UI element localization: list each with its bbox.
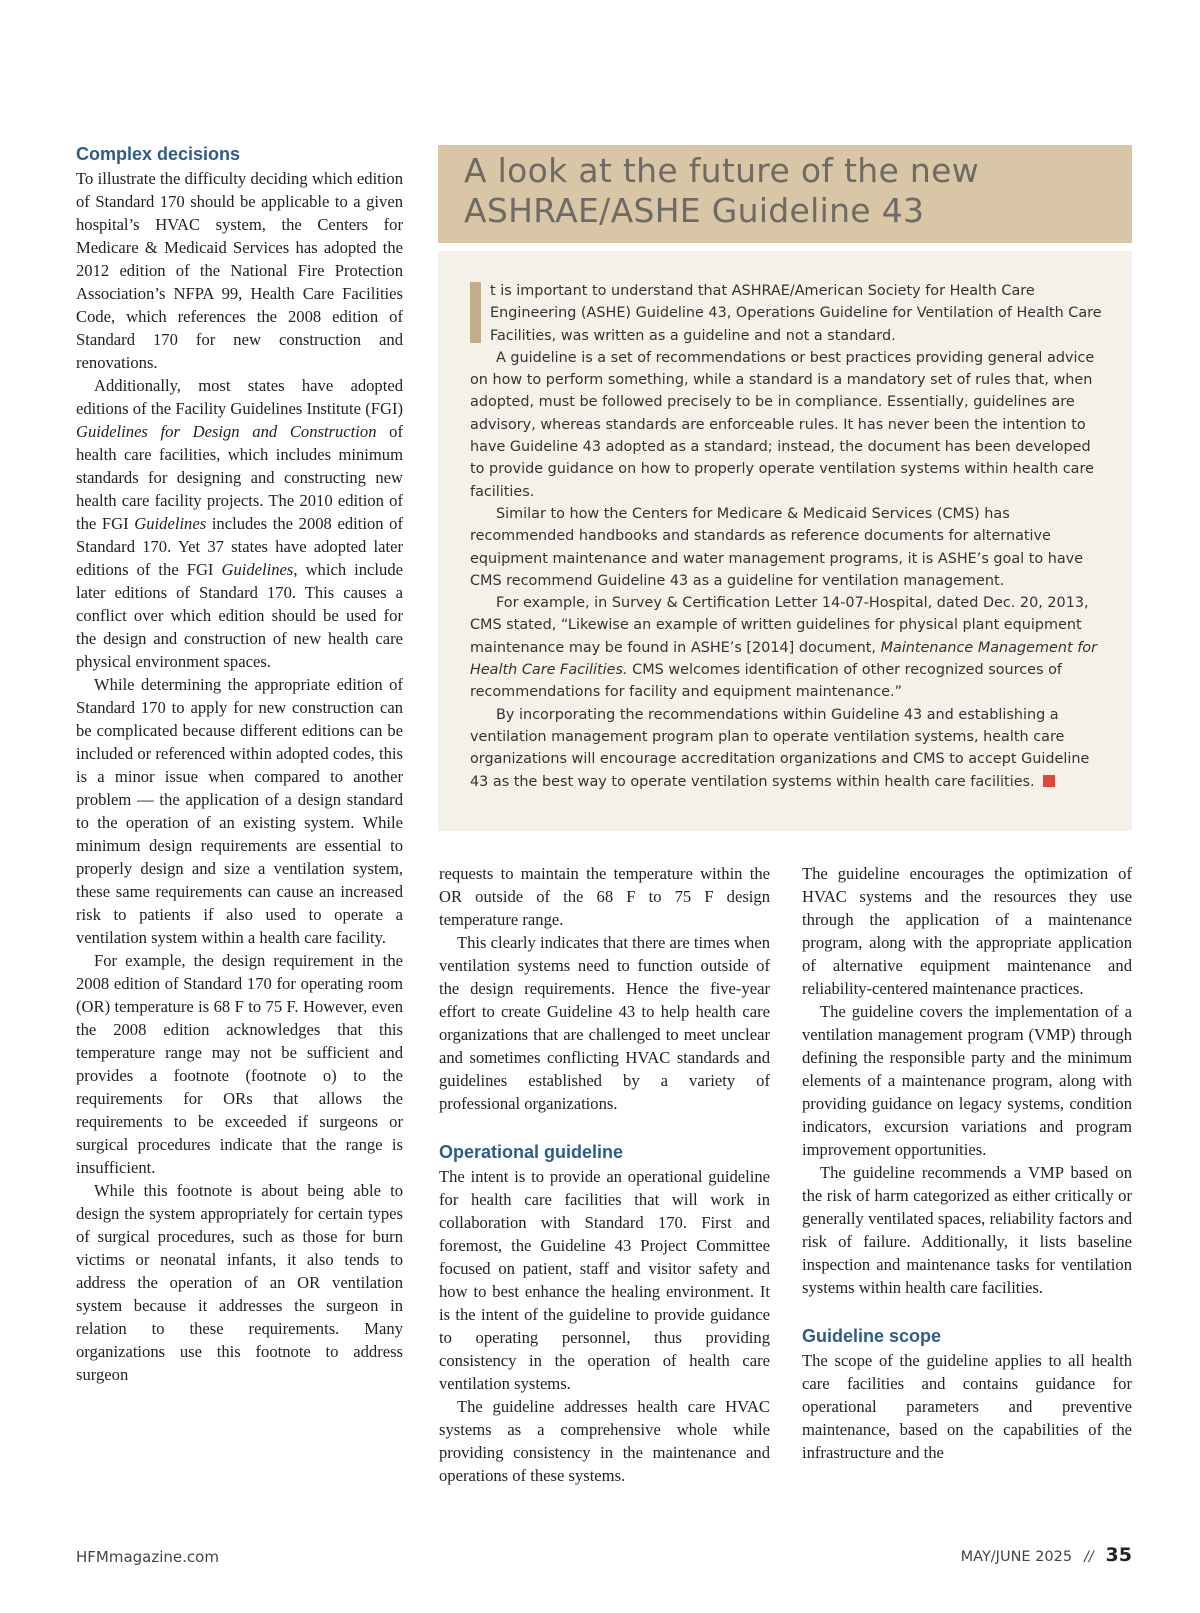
- sidebar-paragraph: A guideline is a set of recommendations or best practices providing general advice on how to perform something, while a standard is a mandatory set of rules that, when adopted, must be followed precisely to be in compliance. Essentially, guidelines are advisory, whereas standards are enforceable rules. It has never been the intention to have Guideline 43 adopted as a standard; instead, the document has been developed to provide guidance on how to properly operate ventilation systems within health care facilities.: [470, 349, 1095, 500]
- body-paragraph: The intent is to provide an operational guideline for health care facilities that will work in collaboration with Standard 170. First and foremost, the Guideline 43 Project Committee focused on patient, staff and visitor safety and how to best enhance the healing environment. It is the intent of the guideline to provide guidance to operating personnel, thus providing consistency in the operation of health care ventilation systems.: [439, 1167, 770, 1393]
- text-run: of health care facilities, which includes minimum standards for designing and constructing new health care facility projects. The 2010 edition of the FGI: [76, 422, 403, 533]
- page-number: 35: [1105, 1544, 1132, 1566]
- sidebar-paragraph-letter: [470, 592, 1102, 703]
- italic-title: Maintenance Management for Health Care Facilities.: [470, 639, 1097, 679]
- sidebar-paragraph-lead: [470, 280, 1102, 347]
- body-paragraph: The guideline addresses health care HVAC systems as a comprehensive whole while providing consistency in the maintenance and operations of these systems.: [439, 1397, 770, 1485]
- middle-column: [439, 862, 770, 1487]
- body-paragraph: The scope of the guideline applies to all health care facilities and contains guidance for operational parameters and preventive maintenance, based on the capabilities of the infrastructure and the: [802, 1351, 1132, 1462]
- footer-issue-date: MAY/JUNE 2025: [960, 1549, 1073, 1565]
- footer-site-link[interactable]: HFMmagazine.com: [76, 1548, 219, 1566]
- body-paragraph-continued: requests to maintain the temperature within the OR outside of the 68 F to 75 F design temperature range.: [439, 864, 770, 929]
- sidebar-paragraph-last: [470, 704, 1102, 793]
- body-paragraph: To illustrate the difficulty deciding which edition of Standard 170 should be applicable to a given hospital’s HVAC system, the Centers for Medicare & Medicaid Services has adopted the 2012 edition of the National Fire Protection Association’s NFPA 99, Health Care Facilities Code, which references the 2008 edition of Standard 170 for new construction and renovations.: [76, 169, 403, 372]
- text-run: , which include later editions of Standard 170. This causes a conflict over which edition should be used for the design and construction of new health care physical environment spaces.: [76, 560, 403, 671]
- italic-title: Guidelines for Design and Construction: [76, 422, 377, 441]
- sidebar-header: [438, 145, 1132, 243]
- footer-folio: [961, 1544, 1132, 1566]
- right-column: [802, 862, 1132, 1464]
- section-heading-guideline-scope: Guideline scope: [802, 1326, 942, 1346]
- left-column: [76, 143, 403, 1386]
- text-run: includes the 2008 edition of Standard 170. Yet 37 states have adopted later editions of the FGI: [76, 514, 403, 579]
- footer-separator: //: [1084, 1549, 1094, 1565]
- text-run: By incorporating the recommendations within Guideline 43 and establishing a ventilation management program plan to operate ventilation systems, health care organizations will encourage accreditation organizations and CMS to accept Guideline 43 as the best way to operate ventilation systems within health care facilities.: [470, 706, 1090, 790]
- italic-title: Guidelines: [134, 514, 207, 533]
- body-paragraph: This clearly indicates that there are times when ventilation systems need to function outside of the design requirements. Hence the five-year effort to create Guideline 43 to help health care organizations that are challenged to meet unclear and sometimes conflicting HVAC standards and guidelines established by a variety of professional organizations.: [439, 933, 770, 1113]
- section-heading-complex-decisions: Complex decisions: [76, 144, 241, 164]
- body-paragraph: The guideline encourages the optimization of HVAC systems and the resources they use through the application of a maintenance program, along with the appropriate application of alternative equipment maintenance and reliability-centered maintenance practices.: [802, 864, 1132, 998]
- body-paragraph: The guideline recommends a VMP based on the risk of harm categorized as either critically or generally ventilated spaces, reliability factors and risk of failure. Additionally, it lists baseline inspection and maintenance tasks for ventilation systems within health care facilities.: [802, 1163, 1132, 1297]
- text-run: For example, in Survey & Certification Letter 14-07-Hospital, dated Dec. 20, 2013, CMS stated, “Likewise an example of written guidelines for physical plant equipment maintenance may be found in ASHE’s [2014] document,: [470, 595, 1089, 656]
- body-paragraph: For example, the design requirement in the 2008 edition of Standard 170 for operating room (OR) temperature is 68 F to 75 F. However, even the 2008 edition acknowledges that this temperature range may not be sufficient and provides a footnote (footnote o) to the requirements for ORs that allows the requirements to be exceeded if surgeons or surgical procedures indicate that the range is insufficient.: [76, 951, 403, 1177]
- drop-cap-bar: [470, 282, 481, 343]
- text-run: CMS welcomes identification of other recognized sources of recommendations for facility and equipment maintenance.”: [470, 662, 1062, 701]
- text-run: Additionally, most states have adopted editions of the Facility Guidelines Institute (FGI): [76, 376, 403, 418]
- body-paragraph: The guideline covers the implementation of a ventilation management program (VMP) through defining the responsible party and the minimum elements of a maintenance program, along with providing guidance on legacy systems, condition indicators, excursion variations and program improvement opportunities.: [802, 1002, 1132, 1159]
- body-paragraph: While determining the appropriate edition of Standard 170 to apply for new construction can be complicated because different editions can be included or referenced within adopted codes, this is a minor issue when compared to another problem — the application of a design standard to the operation of an existing system. While minimum design requirements are essential to properly design and size a ventilation system, these same requirements can cause an increased risk to patients if also used to operate a ventilation system within a health care facility.: [76, 675, 403, 947]
- sidebar-body: [438, 251, 1132, 831]
- body-paragraph-fgi: [76, 374, 403, 673]
- italic-title: Guidelines: [221, 560, 294, 579]
- body-paragraph: While this footnote is about being able to design the system appropriately for certain types of surgical procedures, such as those for burn victims or neonatal infants, it also tends to address the operation of an OR ventilation system because it addresses the surgeon in relation to these requirements. Many organizations use this footnote to address surgeon: [76, 1181, 403, 1384]
- sidebar-title: A look at the future of the new ASHRAE/ASHE Guideline 43: [464, 151, 979, 230]
- sidebar-paragraph: Similar to how the Centers for Medicare & Medicaid Services (CMS) has recommended handbooks and standards as reference documents for alternative equipment maintenance and water management programs, it is ASHE’s goal to have CMS recommend Guideline 43 as a guideline for ventilation management.: [470, 505, 1084, 589]
- sidebar-text: [470, 280, 1102, 793]
- end-mark-icon: [1043, 775, 1055, 787]
- section-heading-operational-guideline: Operational guideline: [439, 1142, 624, 1162]
- text-run: t is important to understand that ASHRAE/American Society for Health Care Engineering (ASHE) Guideline 43, Operations Guideline for Ventilation of Health Care Facilities, was written as a guideline and not a standard.: [490, 283, 1102, 344]
